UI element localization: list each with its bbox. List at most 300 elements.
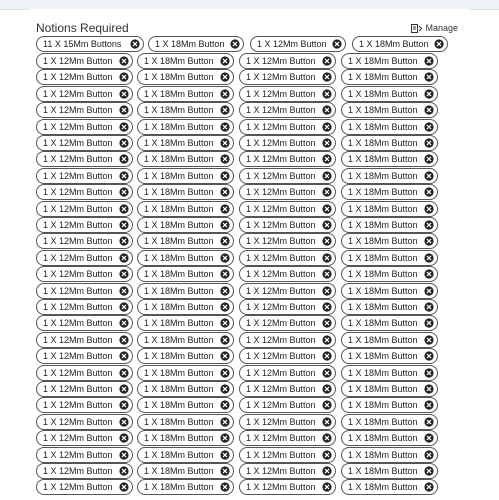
close-circle-icon[interactable] [119, 302, 129, 312]
close-circle-icon[interactable] [220, 138, 230, 148]
notion-chip[interactable] [137, 184, 234, 200]
close-circle-icon[interactable] [424, 122, 434, 132]
notion-chip[interactable] [36, 86, 133, 102]
close-circle-icon[interactable] [424, 433, 434, 443]
notion-chip-label: 1 X 12Mm Button [246, 466, 316, 476]
close-circle-icon[interactable] [424, 154, 434, 164]
notion-chip-label: 1 X 18Mm Button [348, 154, 418, 164]
notion-chip[interactable] [36, 250, 133, 266]
close-circle-icon[interactable] [119, 154, 129, 164]
notion-chip[interactable] [239, 348, 336, 364]
close-circle-icon[interactable] [424, 204, 434, 214]
notion-chip[interactable] [36, 102, 133, 118]
close-circle-icon[interactable] [220, 105, 230, 115]
notion-chip[interactable] [341, 201, 438, 217]
close-circle-icon[interactable] [322, 187, 332, 197]
close-circle-icon[interactable] [220, 318, 230, 328]
notion-chip-label: 1 X 18Mm Button [348, 187, 418, 197]
close-circle-icon[interactable] [119, 318, 129, 328]
notion-chip[interactable] [239, 332, 336, 348]
notion-chip[interactable] [36, 414, 133, 430]
close-circle-icon[interactable] [119, 122, 129, 132]
close-circle-icon[interactable] [220, 154, 230, 164]
close-circle-icon[interactable] [424, 89, 434, 99]
notion-chip[interactable] [341, 151, 438, 167]
notion-chip[interactable] [36, 201, 133, 217]
notion-chip-label: 1 X 18Mm Button [144, 400, 214, 410]
close-circle-icon[interactable] [119, 286, 129, 296]
close-circle-icon[interactable] [424, 72, 434, 82]
notion-chip[interactable] [36, 283, 133, 299]
close-circle-icon[interactable] [322, 482, 332, 492]
close-circle-icon[interactable] [119, 105, 129, 115]
notion-chip[interactable] [239, 151, 336, 167]
notion-chip-label: 1 X 18Mm Button [348, 335, 418, 345]
notion-chip[interactable] [341, 250, 438, 266]
notion-chip-label: 1 X 18Mm Button [348, 236, 418, 246]
close-circle-icon[interactable] [424, 450, 434, 460]
close-circle-icon[interactable] [322, 466, 332, 476]
notion-chip[interactable] [341, 119, 438, 135]
notion-chip-label: 1 X 18Mm Button [348, 417, 418, 427]
notion-chip-label: 1 X 18Mm Button [348, 466, 418, 476]
notion-chip[interactable] [239, 283, 336, 299]
notion-chip-label: 1 X 18Mm Button [348, 368, 418, 378]
chip-list [30, 9, 470, 500]
notion-chip[interactable] [36, 135, 133, 151]
close-circle-icon[interactable] [119, 466, 129, 476]
close-circle-icon[interactable] [322, 105, 332, 115]
close-circle-icon[interactable] [119, 335, 129, 345]
notion-chip[interactable] [341, 414, 438, 430]
notion-chip-label: 1 X 12Mm Button [246, 351, 316, 361]
close-circle-icon[interactable] [220, 56, 230, 66]
notion-chip[interactable] [137, 463, 234, 479]
notion-chip[interactable] [341, 184, 438, 200]
notion-chip[interactable] [239, 201, 336, 217]
notion-chip[interactable] [137, 266, 234, 282]
notion-chip-label: 1 X 18Mm Button [155, 39, 225, 49]
notion-chip[interactable] [36, 447, 133, 463]
notion-chip-label: 1 X 18Mm Button [348, 351, 418, 361]
close-circle-icon[interactable] [220, 253, 230, 263]
notion-chip[interactable] [341, 381, 438, 397]
notion-chip-label: 1 X 12Mm Button [246, 450, 316, 460]
notion-chip[interactable] [137, 479, 234, 495]
close-circle-icon[interactable] [322, 318, 332, 328]
notion-chip[interactable] [341, 348, 438, 364]
notion-chip[interactable] [341, 299, 438, 315]
notion-chip[interactable] [137, 283, 234, 299]
notion-chip-label: 1 X 12Mm Button [43, 417, 113, 427]
notion-chip[interactable] [341, 233, 438, 249]
notion-chip[interactable] [239, 381, 336, 397]
close-circle-icon[interactable] [424, 318, 434, 328]
notion-chip[interactable] [239, 250, 336, 266]
notion-chip[interactable] [36, 479, 133, 495]
notion-chip[interactable] [36, 381, 133, 397]
notion-chip-label: 1 X 18Mm Button [144, 351, 214, 361]
notion-chip-label: 1 X 12Mm Button [43, 269, 113, 279]
close-circle-icon[interactable] [332, 39, 342, 49]
notion-chip[interactable] [36, 168, 133, 184]
notion-chip[interactable] [36, 184, 133, 200]
notion-chip-label: 1 X 12Mm Button [43, 433, 113, 443]
notion-chip-label: 1 X 18Mm Button [144, 236, 214, 246]
notion-chip[interactable] [137, 217, 234, 233]
notion-chip[interactable] [36, 119, 133, 135]
close-circle-icon[interactable] [322, 302, 332, 312]
notion-chip[interactable] [137, 430, 234, 446]
notion-chip-label: 1 X 12Mm Button [43, 384, 113, 394]
close-circle-icon[interactable] [119, 187, 129, 197]
notion-chip-label: 1 X 12Mm Button [246, 253, 316, 263]
close-circle-icon[interactable] [119, 138, 129, 148]
notion-chip[interactable] [250, 36, 346, 52]
close-circle-icon[interactable] [220, 417, 230, 427]
notion-chip[interactable] [341, 283, 438, 299]
notion-chip[interactable] [36, 348, 133, 364]
notion-chip[interactable] [137, 69, 234, 85]
notion-chip[interactable] [341, 447, 438, 463]
notion-chip[interactable] [36, 151, 133, 167]
notion-chip[interactable] [239, 299, 336, 315]
notion-chip[interactable] [36, 233, 133, 249]
notion-chip-label: 11 X 15Mm Buttons [43, 39, 122, 49]
close-circle-icon[interactable] [434, 39, 444, 49]
close-circle-icon[interactable] [424, 56, 434, 66]
notion-chip[interactable] [239, 414, 336, 430]
close-circle-icon[interactable] [220, 450, 230, 460]
notion-chip-label: 1 X 18Mm Button [144, 482, 214, 492]
notion-chip[interactable] [137, 168, 234, 184]
notion-chip-label: 1 X 12Mm Button [43, 253, 113, 263]
close-circle-icon[interactable] [220, 72, 230, 82]
close-circle-icon[interactable] [322, 368, 332, 378]
notion-chip-label: 1 X 12Mm Button [43, 122, 113, 132]
close-circle-icon[interactable] [322, 253, 332, 263]
close-circle-icon[interactable] [424, 302, 434, 312]
notion-chip[interactable] [137, 447, 234, 463]
close-circle-icon[interactable] [119, 368, 129, 378]
close-circle-icon[interactable] [424, 400, 434, 410]
notion-chip-label: 1 X 18Mm Button [359, 39, 429, 49]
notion-chip-label: 1 X 18Mm Button [144, 154, 214, 164]
notion-chip[interactable] [137, 233, 234, 249]
notion-chip[interactable] [137, 332, 234, 348]
notion-chip-label: 1 X 12Mm Button [246, 236, 316, 246]
notion-chip-label: 1 X 18Mm Button [144, 105, 214, 115]
notion-chip-label: 1 X 12Mm Button [43, 482, 113, 492]
close-circle-icon[interactable] [424, 368, 434, 378]
notion-chip-label: 1 X 18Mm Button [348, 253, 418, 263]
close-circle-icon[interactable] [424, 269, 434, 279]
notion-chip[interactable] [239, 217, 336, 233]
panel-title: Notions Required [36, 21, 129, 35]
close-circle-icon[interactable] [424, 187, 434, 197]
close-circle-icon[interactable] [220, 302, 230, 312]
notion-chip[interactable] [239, 479, 336, 495]
close-circle-icon[interactable] [322, 335, 332, 345]
close-circle-icon[interactable] [322, 433, 332, 443]
notion-chip-label: 1 X 18Mm Button [144, 417, 214, 427]
notion-chip-label: 1 X 12Mm Button [43, 105, 113, 115]
notion-chip[interactable] [36, 315, 133, 331]
close-circle-icon[interactable] [119, 236, 129, 246]
notion-chip[interactable] [36, 332, 133, 348]
notion-chip[interactable] [239, 53, 336, 69]
close-circle-icon[interactable] [424, 466, 434, 476]
notion-chip[interactable] [137, 201, 234, 217]
close-circle-icon[interactable] [220, 351, 230, 361]
notion-chip-label: 1 X 12Mm Button [246, 482, 316, 492]
notion-chip[interactable] [137, 299, 234, 315]
notion-chip[interactable] [137, 414, 234, 430]
close-circle-icon[interactable] [220, 122, 230, 132]
notion-chip[interactable] [137, 86, 234, 102]
notion-chip-label: 1 X 12Mm Button [43, 466, 113, 476]
notion-chip-label: 1 X 12Mm Button [246, 400, 316, 410]
notion-chip[interactable] [239, 86, 336, 102]
notion-chip[interactable] [239, 102, 336, 118]
notion-chip-label: 1 X 18Mm Button [144, 318, 214, 328]
close-circle-icon[interactable] [220, 482, 230, 492]
notion-chip[interactable] [36, 397, 133, 413]
notion-chip[interactable] [137, 348, 234, 364]
close-circle-icon[interactable] [220, 384, 230, 394]
notion-chip-label: 1 X 12Mm Button [246, 269, 316, 279]
close-circle-icon[interactable] [322, 56, 332, 66]
manage-label: Manage [425, 23, 458, 33]
notion-chip-label: 1 X 12Mm Button [246, 286, 316, 296]
close-circle-icon[interactable] [424, 417, 434, 427]
notion-chip-label: 1 X 18Mm Button [348, 450, 418, 460]
close-circle-icon[interactable] [220, 220, 230, 230]
close-circle-icon[interactable] [424, 335, 434, 345]
notion-chip[interactable] [239, 315, 336, 331]
notion-chip[interactable] [239, 365, 336, 381]
close-circle-icon[interactable] [220, 204, 230, 214]
close-circle-icon[interactable] [424, 220, 434, 230]
notion-chip-label: 1 X 18Mm Button [144, 269, 214, 279]
notion-chip[interactable] [239, 233, 336, 249]
notion-chip[interactable] [239, 135, 336, 151]
close-circle-icon[interactable] [322, 89, 332, 99]
notion-chip[interactable] [239, 184, 336, 200]
notion-chip[interactable] [239, 447, 336, 463]
notion-chip[interactable] [36, 365, 133, 381]
notion-chip[interactable] [137, 119, 234, 135]
close-circle-icon[interactable] [119, 220, 129, 230]
notion-chip-label: 1 X 18Mm Button [348, 400, 418, 410]
notion-chip-label: 1 X 12Mm Button [246, 89, 316, 99]
close-circle-icon[interactable] [220, 89, 230, 99]
close-circle-icon[interactable] [424, 105, 434, 115]
close-circle-icon[interactable] [119, 204, 129, 214]
notion-chip[interactable] [341, 315, 438, 331]
notion-chip-label: 1 X 18Mm Button [348, 56, 418, 66]
notion-chip[interactable] [239, 430, 336, 446]
notion-chip-label: 1 X 18Mm Button [144, 384, 214, 394]
close-circle-icon[interactable] [322, 400, 332, 410]
notion-chip-label: 1 X 18Mm Button [348, 122, 418, 132]
notion-chip[interactable] [137, 135, 234, 151]
notion-chip-label: 1 X 12Mm Button [246, 220, 316, 230]
close-circle-icon[interactable] [322, 122, 332, 132]
notion-chip-label: 1 X 12Mm Button [43, 154, 113, 164]
notion-chip-label: 1 X 18Mm Button [348, 384, 418, 394]
notion-chip[interactable] [148, 36, 244, 52]
close-circle-icon[interactable] [220, 187, 230, 197]
notion-chip[interactable] [137, 151, 234, 167]
notion-chip-label: 1 X 12Mm Button [43, 220, 113, 230]
notion-chip[interactable] [137, 102, 234, 118]
close-circle-icon[interactable] [220, 466, 230, 476]
close-circle-icon[interactable] [322, 72, 332, 82]
notion-chip[interactable] [36, 36, 144, 52]
notion-chip-label: 1 X 18Mm Button [144, 466, 214, 476]
notion-chip-label: 1 X 18Mm Button [144, 171, 214, 181]
close-circle-icon[interactable] [322, 269, 332, 279]
notion-chip[interactable] [341, 266, 438, 282]
notion-chip-label: 1 X 18Mm Button [144, 138, 214, 148]
close-circle-icon[interactable] [424, 253, 434, 263]
close-circle-icon[interactable] [220, 400, 230, 410]
notion-chip[interactable] [239, 463, 336, 479]
close-circle-icon[interactable] [220, 269, 230, 279]
notion-chip[interactable] [36, 463, 133, 479]
notion-chip[interactable] [137, 315, 234, 331]
notion-chip[interactable] [341, 135, 438, 151]
notion-chip-label: 1 X 12Mm Button [43, 351, 113, 361]
notion-chip-label: 1 X 18Mm Button [144, 56, 214, 66]
close-circle-icon[interactable] [424, 171, 434, 181]
close-circle-icon[interactable] [220, 286, 230, 296]
close-circle-icon[interactable] [119, 171, 129, 181]
close-circle-icon[interactable] [322, 286, 332, 296]
close-circle-icon[interactable] [119, 384, 129, 394]
notion-chip-label: 1 X 12Mm Button [43, 286, 113, 296]
close-circle-icon[interactable] [322, 417, 332, 427]
notion-chip[interactable] [36, 299, 133, 315]
notion-chip-label: 1 X 18Mm Button [144, 253, 214, 263]
close-circle-icon[interactable] [119, 253, 129, 263]
notion-chip-label: 1 X 18Mm Button [144, 335, 214, 345]
notion-chip-label: 1 X 12Mm Button [43, 89, 113, 99]
close-circle-icon[interactable] [322, 450, 332, 460]
close-circle-icon[interactable] [119, 400, 129, 410]
notion-chip[interactable] [341, 168, 438, 184]
notion-chip[interactable] [36, 69, 133, 85]
close-circle-icon[interactable] [119, 351, 129, 361]
notion-chip[interactable] [341, 430, 438, 446]
notion-chip[interactable] [341, 479, 438, 495]
notion-chip[interactable] [137, 365, 234, 381]
notion-chip[interactable] [352, 36, 448, 52]
notion-chip-label: 1 X 12Mm Button [43, 368, 113, 378]
close-circle-icon[interactable] [119, 417, 129, 427]
notion-chip[interactable] [239, 119, 336, 135]
notion-chip-label: 1 X 12Mm Button [43, 335, 113, 345]
close-circle-icon[interactable] [119, 433, 129, 443]
close-circle-icon[interactable] [424, 351, 434, 361]
close-circle-icon[interactable] [424, 286, 434, 296]
notion-chip-label: 1 X 12Mm Button [246, 56, 316, 66]
notion-chip-label: 1 X 18Mm Button [348, 138, 418, 148]
close-circle-icon[interactable] [220, 433, 230, 443]
notion-chip[interactable] [137, 381, 234, 397]
notion-chip-label: 1 X 18Mm Button [348, 171, 418, 181]
close-circle-icon[interactable] [322, 384, 332, 394]
notion-chip-label: 1 X 18Mm Button [144, 220, 214, 230]
close-circle-icon[interactable] [424, 138, 434, 148]
notion-chip[interactable] [36, 266, 133, 282]
notion-chip[interactable] [341, 86, 438, 102]
close-circle-icon[interactable] [119, 72, 129, 82]
close-circle-icon[interactable] [119, 89, 129, 99]
notion-chip[interactable] [36, 430, 133, 446]
notion-chip[interactable] [341, 102, 438, 118]
close-circle-icon[interactable] [119, 482, 129, 492]
close-circle-icon[interactable] [322, 220, 332, 230]
close-circle-icon[interactable] [220, 368, 230, 378]
close-circle-icon[interactable] [130, 39, 140, 49]
close-circle-icon[interactable] [322, 154, 332, 164]
notion-chip-label: 1 X 12Mm Button [246, 433, 316, 443]
close-circle-icon[interactable] [220, 335, 230, 345]
notion-chip[interactable] [239, 397, 336, 413]
close-circle-icon[interactable] [119, 56, 129, 66]
close-circle-icon[interactable] [230, 39, 240, 49]
notion-chip[interactable] [239, 266, 336, 282]
notion-chip[interactable] [341, 69, 438, 85]
close-circle-icon[interactable] [424, 482, 434, 492]
notion-chip[interactable] [36, 217, 133, 233]
notion-chip-label: 1 X 12Mm Button [246, 72, 316, 82]
notion-chip-label: 1 X 18Mm Button [348, 286, 418, 296]
close-circle-icon[interactable] [322, 236, 332, 246]
close-circle-icon[interactable] [322, 204, 332, 214]
notion-chip[interactable] [341, 397, 438, 413]
notion-chip[interactable] [341, 217, 438, 233]
notion-chip[interactable] [137, 250, 234, 266]
close-circle-icon[interactable] [424, 236, 434, 246]
close-circle-icon[interactable] [119, 450, 129, 460]
notion-chip-label: 1 X 12Mm Button [43, 171, 113, 181]
close-circle-icon[interactable] [322, 351, 332, 361]
notion-chip[interactable] [239, 69, 336, 85]
notion-chip-label: 1 X 12Mm Button [43, 302, 113, 312]
close-circle-icon[interactable] [220, 236, 230, 246]
close-circle-icon[interactable] [119, 269, 129, 279]
notion-chip-label: 1 X 12Mm Button [43, 72, 113, 82]
notion-chip-label: 1 X 18Mm Button [144, 187, 214, 197]
close-circle-icon[interactable] [220, 171, 230, 181]
notion-chip[interactable] [341, 53, 438, 69]
notion-chip[interactable] [341, 332, 438, 348]
close-circle-icon[interactable] [322, 138, 332, 148]
notion-chip[interactable] [341, 365, 438, 381]
notion-chip[interactable] [137, 397, 234, 413]
notion-chip[interactable] [137, 53, 234, 69]
close-circle-icon[interactable] [322, 171, 332, 181]
notion-chip-label: 1 X 12Mm Button [246, 105, 316, 115]
notion-chip[interactable] [239, 168, 336, 184]
notion-chip-label: 1 X 18Mm Button [144, 433, 214, 443]
close-circle-icon[interactable] [424, 384, 434, 394]
notion-chip[interactable] [341, 463, 438, 479]
notion-chip[interactable] [36, 53, 133, 69]
